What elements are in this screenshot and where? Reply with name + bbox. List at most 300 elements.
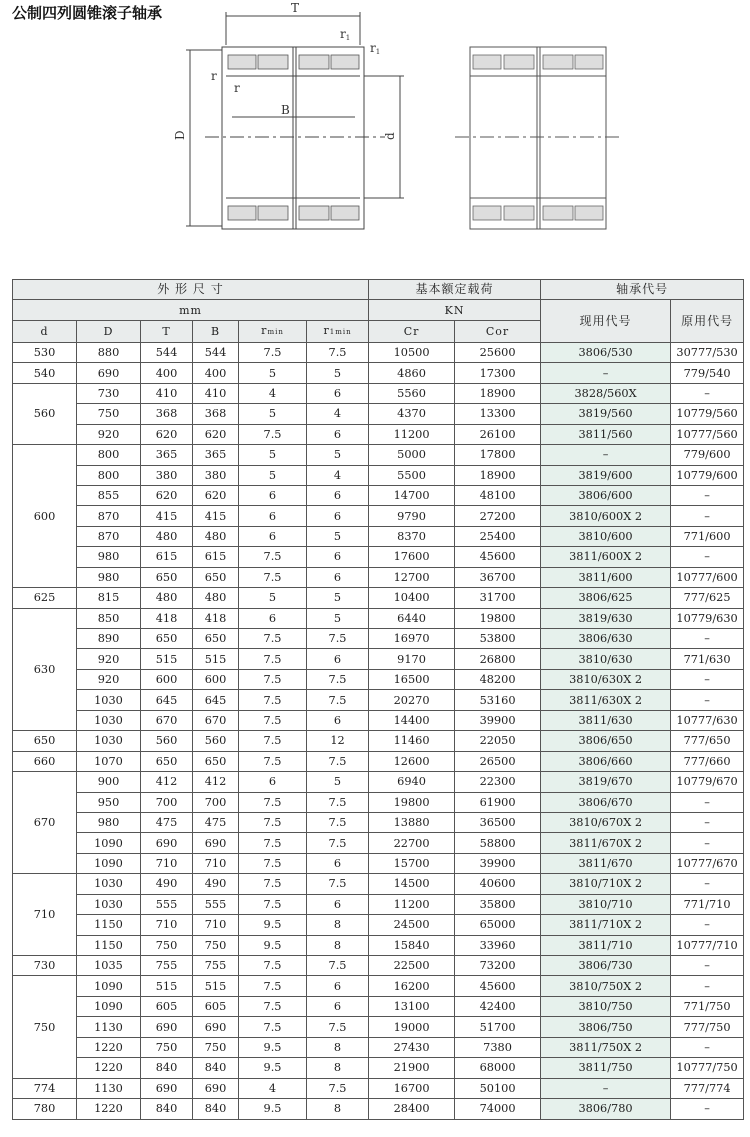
cell-D: 1030 (77, 894, 141, 914)
unit-kn: KN (369, 300, 541, 320)
cell-r-min: 7.5 (239, 649, 307, 669)
cell-r-min: 9.5 (239, 935, 307, 955)
table-row (13, 833, 744, 853)
cell-D: 1030 (77, 874, 141, 894)
cell-original-code: – (671, 833, 744, 853)
cell-current-code: 3806/625 (541, 588, 671, 608)
cell-B: 515 (193, 976, 239, 996)
cell-cor: 7380 (455, 1037, 541, 1057)
cell-bore-d: 530 (13, 342, 77, 362)
cell-B: 605 (193, 996, 239, 1016)
r-outer-label: r (211, 69, 217, 83)
table-row (13, 996, 744, 1016)
cell-cr: 10500 (369, 342, 455, 362)
cell-T: 515 (141, 976, 193, 996)
cell-original-code: – (671, 1037, 744, 1057)
cell-B: 670 (193, 710, 239, 730)
cell-original-code: – (671, 383, 744, 403)
cell-B: 480 (193, 526, 239, 546)
cell-B: 615 (193, 547, 239, 567)
cell-T: 840 (141, 1058, 193, 1078)
cell-T: 690 (141, 833, 193, 853)
cell-cor: 27200 (455, 506, 541, 526)
cell-cr: 11460 (369, 731, 455, 751)
cell-B: 840 (193, 1058, 239, 1078)
cell-r1-min: 7.5 (307, 1017, 369, 1037)
cell-cor: 74000 (455, 1099, 541, 1119)
cell-bore-d: 600 (13, 445, 77, 588)
cell-r1-min: 7.5 (307, 751, 369, 771)
cell-cr: 16970 (369, 629, 455, 649)
table-row (13, 812, 744, 832)
cell-cr: 15840 (369, 935, 455, 955)
cell-D: 1130 (77, 1078, 141, 1098)
cell-original-code: 10779/630 (671, 608, 744, 628)
cell-original-code: – (671, 1099, 744, 1119)
cell-original-code: – (671, 485, 744, 505)
table-row (13, 567, 744, 587)
table-row (13, 690, 744, 710)
cell-r-min: 7.5 (239, 853, 307, 873)
header-original-code: 原用代号 (671, 300, 744, 342)
cell-r-min: 7.5 (239, 710, 307, 730)
cell-B: 620 (193, 485, 239, 505)
dimension-T-label: T (291, 1, 300, 15)
cell-T: 750 (141, 1037, 193, 1057)
cell-cr: 9790 (369, 506, 455, 526)
cell-original-code: 10777/710 (671, 935, 744, 955)
cell-B: 650 (193, 629, 239, 649)
cell-B: 650 (193, 567, 239, 587)
cell-T: 755 (141, 956, 193, 976)
cell-current-code: 3806/750 (541, 1017, 671, 1037)
cell-original-code: 777/650 (671, 731, 744, 751)
cell-T: 645 (141, 690, 193, 710)
cell-cor: 18900 (455, 465, 541, 485)
col-d: d (13, 320, 77, 342)
cell-original-code: 10777/750 (671, 1058, 744, 1078)
cell-cr: 12700 (369, 567, 455, 587)
cell-cr: 11200 (369, 894, 455, 914)
cell-original-code: – (671, 506, 744, 526)
cell-cor: 50100 (455, 1078, 541, 1098)
cell-original-code: 777/774 (671, 1078, 744, 1098)
cell-cr: 14500 (369, 874, 455, 894)
cell-r-min: 7.5 (239, 792, 307, 812)
cell-current-code: 3806/650 (541, 731, 671, 751)
cell-r1-min: 8 (307, 935, 369, 955)
cell-T: 620 (141, 485, 193, 505)
cell-cor: 53160 (455, 690, 541, 710)
cell-B: 755 (193, 956, 239, 976)
cell-r1-min: 8 (307, 1099, 369, 1119)
cell-cr: 20270 (369, 690, 455, 710)
cell-current-code: 3811/560 (541, 424, 671, 444)
cell-D: 1070 (77, 751, 141, 771)
cell-D: 1150 (77, 935, 141, 955)
cell-B: 368 (193, 404, 239, 424)
cell-r-min: 9.5 (239, 1037, 307, 1057)
col-cor: Cor (455, 320, 541, 342)
page-title: 公制四列圆锥滚子轴承 (12, 4, 163, 22)
col-T: T (141, 320, 193, 342)
cell-cor: 25600 (455, 342, 541, 362)
cell-cor: 35800 (455, 894, 541, 914)
cell-cor: 39900 (455, 710, 541, 730)
cell-r-min: 7.5 (239, 874, 307, 894)
cell-original-code: 779/600 (671, 445, 744, 465)
cell-T: 650 (141, 567, 193, 587)
cell-r-min: 5 (239, 445, 307, 465)
cell-original-code: 777/660 (671, 751, 744, 771)
cell-original-code: 10779/670 (671, 772, 744, 792)
cell-T: 650 (141, 629, 193, 649)
cell-original-code: – (671, 547, 744, 567)
cell-B: 555 (193, 894, 239, 914)
cell-r-min: 9.5 (239, 1099, 307, 1119)
cell-cr: 11200 (369, 424, 455, 444)
cell-T: 555 (141, 894, 193, 914)
cell-r1-min: 6 (307, 485, 369, 505)
table-row (13, 342, 744, 362)
cell-r1-min: 6 (307, 567, 369, 587)
cell-cor: 18900 (455, 383, 541, 403)
cell-r1-min: 8 (307, 1058, 369, 1078)
cell-r-min: 4 (239, 1078, 307, 1098)
cell-original-code: – (671, 669, 744, 689)
cell-D: 980 (77, 547, 141, 567)
cell-T: 560 (141, 731, 193, 751)
table-row (13, 1078, 744, 1098)
cell-B: 365 (193, 445, 239, 465)
cell-cr: 28400 (369, 1099, 455, 1119)
table-row (13, 383, 744, 403)
cell-current-code: 3819/670 (541, 772, 671, 792)
col-r-min: rmin (239, 320, 307, 342)
cell-cor: 73200 (455, 956, 541, 976)
cell-cr: 17600 (369, 547, 455, 567)
cell-T: 515 (141, 649, 193, 669)
cell-r1-min: 6 (307, 710, 369, 730)
cell-cr: 4370 (369, 404, 455, 424)
cell-r-min: 5 (239, 404, 307, 424)
cell-original-code: 771/710 (671, 894, 744, 914)
table-row (13, 547, 744, 567)
cell-r-min: 7.5 (239, 833, 307, 853)
cell-current-code: 3811/670 (541, 853, 671, 873)
cell-bore-d: 630 (13, 608, 77, 731)
cell-r1-min: 7.5 (307, 669, 369, 689)
cell-current-code: 3810/750X 2 (541, 976, 671, 996)
cell-T: 475 (141, 812, 193, 832)
cell-r1-min: 5 (307, 526, 369, 546)
dimension-B-label: B (281, 103, 290, 117)
cell-r1-min: 5 (307, 608, 369, 628)
cell-cr: 9170 (369, 649, 455, 669)
cell-current-code: 3806/730 (541, 956, 671, 976)
cell-T: 490 (141, 874, 193, 894)
cell-D: 1130 (77, 1017, 141, 1037)
cell-B: 710 (193, 853, 239, 873)
cell-r-min: 7.5 (239, 669, 307, 689)
cell-bore-d: 710 (13, 874, 77, 956)
cell-r-min: 7.5 (239, 342, 307, 362)
table-body (13, 342, 744, 1119)
cell-current-code: 3806/630 (541, 629, 671, 649)
table-row (13, 731, 744, 751)
cell-cor: 61900 (455, 792, 541, 812)
cell-cor: 42400 (455, 996, 541, 1016)
table-row (13, 894, 744, 914)
cell-cor: 31700 (455, 588, 541, 608)
table-row (13, 506, 744, 526)
cell-r-min: 6 (239, 772, 307, 792)
cell-original-code: 771/750 (671, 996, 744, 1016)
col-B: B (193, 320, 239, 342)
cell-cor: 58800 (455, 833, 541, 853)
cell-cor: 22050 (455, 731, 541, 751)
cell-current-code: 3810/750 (541, 996, 671, 1016)
r-inner-label: r (234, 81, 240, 95)
cell-B: 710 (193, 915, 239, 935)
cell-T: 690 (141, 1078, 193, 1098)
cell-cor: 19800 (455, 608, 541, 628)
cell-T: 368 (141, 404, 193, 424)
cell-B: 840 (193, 1099, 239, 1119)
cell-D: 1030 (77, 710, 141, 730)
r1-top-label: r1 (340, 27, 351, 42)
cell-B: 544 (193, 342, 239, 362)
cell-current-code: 3811/710X 2 (541, 915, 671, 935)
cell-T: 690 (141, 1017, 193, 1037)
cell-cor: 36700 (455, 567, 541, 587)
cell-cor: 68000 (455, 1058, 541, 1078)
cell-bore-d: 774 (13, 1078, 77, 1098)
cell-cr: 14400 (369, 710, 455, 730)
bearing-spec-table (12, 279, 744, 1120)
cell-current-code: 3811/750X 2 (541, 1037, 671, 1057)
header-bearing-code: 轴承代号 (541, 280, 744, 300)
cell-cr: 22700 (369, 833, 455, 853)
cell-original-code: – (671, 792, 744, 812)
cell-r1-min: 5 (307, 772, 369, 792)
cell-r1-min: 6 (307, 996, 369, 1016)
cell-bore-d: 540 (13, 363, 77, 383)
cell-cor: 39900 (455, 853, 541, 873)
cell-T: 412 (141, 772, 193, 792)
col-cr: Cr (369, 320, 455, 342)
cell-r1-min: 6 (307, 894, 369, 914)
cell-r1-min: 7.5 (307, 874, 369, 894)
cell-original-code: 10777/630 (671, 710, 744, 730)
cell-B: 690 (193, 1017, 239, 1037)
cell-B: 410 (193, 383, 239, 403)
cell-r-min: 7.5 (239, 996, 307, 1016)
cell-original-code: 777/625 (671, 588, 744, 608)
table-row (13, 915, 744, 935)
cell-cor: 36500 (455, 812, 541, 832)
cell-D: 1220 (77, 1099, 141, 1119)
table-row (13, 649, 744, 669)
cell-cr: 16700 (369, 1078, 455, 1098)
cell-original-code: 771/630 (671, 649, 744, 669)
cell-r-min: 6 (239, 506, 307, 526)
cell-T: 710 (141, 915, 193, 935)
cell-T: 750 (141, 935, 193, 955)
cell-cor: 17300 (455, 363, 541, 383)
cell-cor: 26800 (455, 649, 541, 669)
cell-cr: 5000 (369, 445, 455, 465)
bearing-section-drawing (170, 0, 420, 240)
table-row (13, 1037, 744, 1057)
cell-cr: 14700 (369, 485, 455, 505)
cell-B: 400 (193, 363, 239, 383)
cell-r1-min: 7.5 (307, 629, 369, 649)
cell-B: 480 (193, 588, 239, 608)
cell-D: 1090 (77, 833, 141, 853)
cell-T: 480 (141, 588, 193, 608)
cell-current-code: 3810/600X 2 (541, 506, 671, 526)
cell-cr: 5500 (369, 465, 455, 485)
table-row (13, 772, 744, 792)
cell-r-min: 6 (239, 526, 307, 546)
cell-current-code: 3811/710 (541, 935, 671, 955)
cell-current-code: 3828/560X (541, 383, 671, 403)
cell-cor: 45600 (455, 547, 541, 567)
cell-T: 605 (141, 996, 193, 1016)
cell-r1-min: 6 (307, 547, 369, 567)
cell-r-min: 7.5 (239, 690, 307, 710)
cell-r1-min: 6 (307, 853, 369, 873)
cell-bore-d: 650 (13, 731, 77, 751)
cell-D: 920 (77, 649, 141, 669)
cell-r1-min: 12 (307, 731, 369, 751)
cell-B: 475 (193, 812, 239, 832)
cell-r-min: 5 (239, 465, 307, 485)
cell-current-code: 3811/600 (541, 567, 671, 587)
cell-r1-min: 6 (307, 976, 369, 996)
cell-cor: 22300 (455, 772, 541, 792)
cell-cor: 45600 (455, 976, 541, 996)
cell-B: 645 (193, 690, 239, 710)
cell-current-code: 3811/670X 2 (541, 833, 671, 853)
unit-mm: mm (13, 300, 369, 320)
cell-B: 560 (193, 731, 239, 751)
cell-B: 600 (193, 669, 239, 689)
cell-original-code: 10777/600 (671, 567, 744, 587)
cell-D: 900 (77, 772, 141, 792)
cell-original-code: 777/750 (671, 1017, 744, 1037)
cell-r-min: 7.5 (239, 894, 307, 914)
cell-current-code: 3811/750 (541, 1058, 671, 1078)
cell-r1-min: 6 (307, 649, 369, 669)
cell-cr: 5560 (369, 383, 455, 403)
cell-current-code: – (541, 1078, 671, 1098)
cell-D: 950 (77, 792, 141, 812)
cell-T: 620 (141, 424, 193, 444)
cell-T: 418 (141, 608, 193, 628)
cell-cor: 13300 (455, 404, 541, 424)
cell-r1-min: 6 (307, 383, 369, 403)
cell-original-code: 10777/560 (671, 424, 744, 444)
cell-bore-d: 730 (13, 956, 77, 976)
cell-D: 920 (77, 424, 141, 444)
cell-bore-d: 560 (13, 383, 77, 444)
cell-original-code: 10777/670 (671, 853, 744, 873)
cell-D: 870 (77, 506, 141, 526)
table-row (13, 956, 744, 976)
cell-r1-min: 4 (307, 465, 369, 485)
cell-D: 1030 (77, 731, 141, 751)
cell-current-code: 3806/660 (541, 751, 671, 771)
cell-original-code: – (671, 956, 744, 976)
cell-bore-d: 625 (13, 588, 77, 608)
cell-current-code: 3806/600 (541, 485, 671, 505)
cell-cr: 4860 (369, 363, 455, 383)
cell-cor: 53800 (455, 629, 541, 649)
cell-current-code: 3819/600 (541, 465, 671, 485)
cell-original-code: – (671, 976, 744, 996)
cell-cr: 24500 (369, 915, 455, 935)
cell-cor: 65000 (455, 915, 541, 935)
cell-B: 650 (193, 751, 239, 771)
cell-r-min: 7.5 (239, 424, 307, 444)
cell-cor: 17800 (455, 445, 541, 465)
cell-r-min: 7.5 (239, 629, 307, 649)
cell-cr: 16200 (369, 976, 455, 996)
cell-r-min: 5 (239, 363, 307, 383)
cell-cr: 8370 (369, 526, 455, 546)
table-row (13, 751, 744, 771)
cell-B: 415 (193, 506, 239, 526)
table-row (13, 853, 744, 873)
cell-cr: 27430 (369, 1037, 455, 1057)
cell-r-min: 7.5 (239, 1017, 307, 1037)
table-row (13, 629, 744, 649)
cell-D: 1090 (77, 853, 141, 873)
cell-T: 480 (141, 526, 193, 546)
cell-B: 490 (193, 874, 239, 894)
cell-cr: 21900 (369, 1058, 455, 1078)
cell-D: 880 (77, 342, 141, 362)
cell-r1-min: 5 (307, 445, 369, 465)
cell-original-code: – (671, 812, 744, 832)
cell-r1-min: 7.5 (307, 792, 369, 812)
cell-original-code: – (671, 690, 744, 710)
cell-D: 1220 (77, 1058, 141, 1078)
table-row (13, 445, 744, 465)
cell-B: 412 (193, 772, 239, 792)
cell-current-code: – (541, 363, 671, 383)
cell-current-code: 3819/560 (541, 404, 671, 424)
cell-current-code: 3810/630 (541, 649, 671, 669)
cell-T: 544 (141, 342, 193, 362)
cell-B: 380 (193, 465, 239, 485)
cell-T: 700 (141, 792, 193, 812)
table-row (13, 792, 744, 812)
cell-D: 1150 (77, 915, 141, 935)
cell-cor: 48200 (455, 669, 541, 689)
table-row (13, 1017, 744, 1037)
cell-cor: 40600 (455, 874, 541, 894)
table-row (13, 1058, 744, 1078)
cell-original-code: – (671, 629, 744, 649)
cell-D: 870 (77, 526, 141, 546)
cell-r1-min: 4 (307, 404, 369, 424)
cell-bore-d: 780 (13, 1099, 77, 1119)
cell-D: 1090 (77, 976, 141, 996)
cell-r1-min: 7.5 (307, 833, 369, 853)
